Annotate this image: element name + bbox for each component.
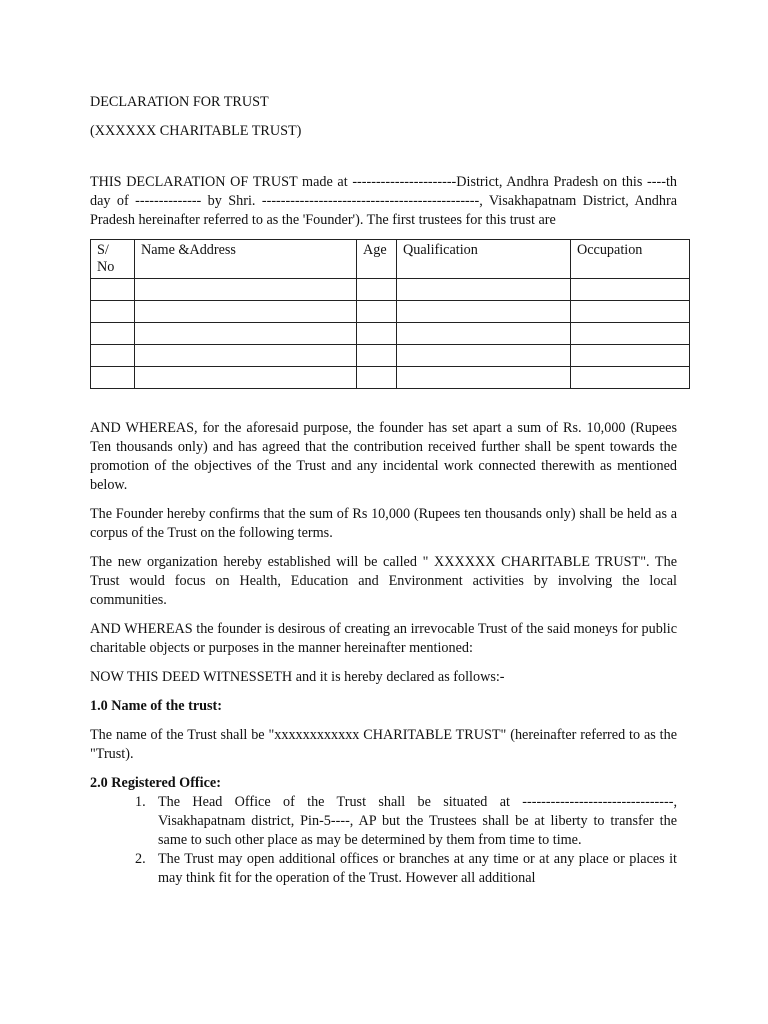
list-item: [135, 850, 677, 888]
paragraph-corpus: The Founder hereby confirms that the sum of Rs 10,000 (Rupees ten thousands only) shall be held as a corpus of the Trust on the following terms.: [90, 506, 677, 541]
registered-office-list: [90, 793, 677, 888]
header-occupation: Occupation: [571, 240, 690, 279]
table-row: [91, 279, 690, 301]
section1-text: The name of the Trust shall be "xxxxxxxxxxxx CHARITABLE TRUST" (hereinafter referred to as the "Trust).: [90, 727, 677, 762]
document-subtitle: (XXXXXX CHARITABLE TRUST): [90, 123, 302, 139]
paragraph-organization-name: The new organization hereby established will be called " XXXXXX CHARITABLE TRUST". The Trust would focus on Health, Education and Environment activities by involving the local communities.: [90, 554, 677, 608]
header-sno: S/ No: [91, 240, 135, 279]
list-item-number: 1.: [135, 794, 146, 810]
list-item: [135, 793, 677, 850]
paragraph-whereas-irrevocable: AND WHEREAS the founder is desirous of creating an irrevocable Trust of the said moneys for public charitable objects or purposes in the manner hereinafter mentioned:: [90, 621, 677, 656]
header-qualification: Qualification: [397, 240, 571, 279]
paragraph-witnesseth: NOW THIS DEED WITNESSETH and it is hereby declared as follows:-: [90, 669, 505, 685]
table-row: [91, 301, 690, 323]
list-item-text: The Head Office of the Trust shall be situated at --------------------------------, Visakhapatnam district, Pin-5----, AP but the Trustees shall be at liberty to transfer the same to such other place as may be determined by them from time to time.: [158, 794, 677, 848]
section2-heading: 2.0 Registered Office:: [90, 775, 221, 791]
list-item-number: 2.: [135, 851, 146, 867]
header-age: Age: [357, 240, 397, 279]
table-row: [91, 367, 690, 389]
table-header-row: [91, 240, 690, 279]
section1-heading: 1.0 Name of the trust:: [90, 698, 222, 714]
intro-paragraph: THIS DECLARATION OF TRUST made at ----------------------District, Andhra Pradesh on this ----th day of -------------- by Shri. ----------------------------------------------, Visakhapatnam District, Andhra Pradesh hereinafter referred to as the 'Founder'). The first trustees for this trust are: [90, 174, 677, 228]
paragraph-whereas-sum: AND WHEREAS, for the aforesaid purpose, the founder has set apart a sum of Rs. 10,000 (Rupees Ten thousands only) and has agreed that the contribution received further shall be spent towards the promotion of the objectives of the Trust and any incidental work connected therewith as mentioned below.: [90, 420, 677, 493]
list-item-text: The Trust may open additional offices or branches at any time or at any place or places it may think fit for the operation of the Trust. However all additional: [158, 851, 677, 886]
document-body: [90, 93, 677, 888]
table-row: [91, 323, 690, 345]
document-title: DECLARATION FOR TRUST: [90, 94, 269, 110]
header-name-address: Name &Address: [135, 240, 357, 279]
table-row: [91, 345, 690, 367]
trustees-table: [90, 239, 690, 389]
